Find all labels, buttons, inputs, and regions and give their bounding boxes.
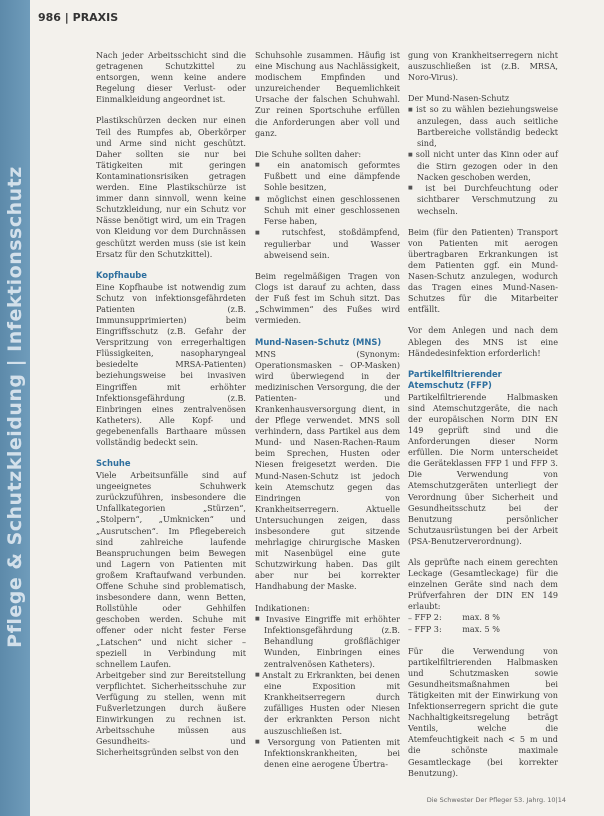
list-item: ■ möglichst einen geschlossenen Schuh mit einer geschlossenen Ferse haben, [255, 194, 400, 228]
list-intro: Die Schuhe sollten daher: [255, 148, 362, 159]
bullet-list [408, 104, 558, 216]
paragraph: Für die Verwendung von partikelfiltrierenden Halbmasken und Schutzmasken sowie Gesundheitsmaßnahmen bei Tätigkeiten mit der Einwirkung von Infektionserregern spricht die gute Nachhaltigkeitsregelung beträgt Ventils, welche die Atemfeuchtigkeit nach < 5 m und die schönste maximale Gesamtleckage (bei korrekter Benutzung). [408, 645, 558, 778]
column-2 [255, 50, 400, 780]
dash-list [408, 612, 558, 635]
paragraph: gung von Krankheitserregern nicht auszuschließen ist (z.B. MRSA, Noro-Virus). [408, 50, 558, 83]
list-item: ■ soll nicht unter das Kinn oder auf die Stirn gezogen oder in den Nacken geschoben werden, [408, 149, 558, 183]
list-item: ■ ist bei Durchfeuchtung oder sichtbarer Verschmutzung zu wechseln. [408, 183, 558, 217]
sidebar-band [0, 0, 30, 816]
paragraph: Viele Arbeitsunfälle sind auf ungeeignetes Schuhwerk zurückzuführen, insbesondere die Unfallkategorien „Stürzen“, „Stolpern“, „Umknicken“ und „Ausrutschen“. Im Pflegebereich sind zahlreiche laufende Beanspruchungen beim Bewegen und Lagern von Patienten mit großem Kraftaufwand verbunden. Offene Schuhe sind problematisch, insbesondere dann, wenn Betten, Rollstühle oder Gehhilfen geschoben werden. Schuhe mit offener oder nicht fester Ferse „Latschen“ und nicht sicher – speziell in Verbindung mit schnellem Laufen. [96, 470, 246, 669]
page-footer: Die Schwester Der Pfleger 53. Jahrg. 10|14 [426, 796, 566, 804]
list-item: ■ rutschfest, stoßdämpfend, regulierbar und Wasser abweisend sein. [255, 227, 400, 261]
paragraph: Als geprüfte nach einem gerechten Leckage (Gesamtleckage) für die einzelnen Geräte sind nach dem Prüfverfahren der DIN EN 149 erlaubt: [408, 557, 558, 612]
column-3 [408, 50, 558, 789]
bullet-list [255, 160, 400, 261]
paragraph: Plastikschürzen decken nur einen Teil des Rumpfes ab, Oberkörper und Arme sind nicht geschützt. Daher sollten sie nur bei Tätigkeiten mit geringen Kontaminationsrisiken getragen werden. Eine Plastikschürze ist immer dann sinnvoll, wenn keine Schutzkleidung, nur ein Schutz vor Nässe benötigt wird, um ein Tragen von Kleidung vor dem Durchnässen geschützt werden muss (sie ist kein Ersatz für den Schutzkittel). [96, 115, 246, 259]
section-heading-schuhe: Schuhe [96, 458, 131, 469]
column-1 [96, 50, 246, 769]
list-intro: Indikationen: [255, 602, 310, 613]
section-heading-kopfhaube: Kopfhaube [96, 269, 147, 280]
list-item: – FFP 3: max. 5 % [408, 624, 558, 636]
list-item: ■ ist so zu wählen beziehungsweise anzulegen, dass auch seitliche Bartbereiche vollständig bedeckt sind, [408, 104, 558, 149]
list-item: ■ ein anatomisch geformtes Fußbett und eine dämpfende Sohle besitzen, [255, 160, 400, 194]
paragraph: Beim (für den Patienten) Transport von Patienten mit aerogen übertragbaren Erkrankungen ist dem Patienten ggf. ein Mund-Nasen-Schutz anzulegen, wodurch das Tragen eines Mund-Nasen-Schutzes für die Mitarbeiter entfällt. [408, 226, 558, 315]
section-heading-ffp: Partikelfiltrierender Atemschutz (FFP) [408, 368, 502, 390]
list-item: ■ Anstalt zu Erkrankten, bei denen eine Exposition mit Krankheitserregern durch zufälliges Husten oder Niesen der erkrankten Person nicht auszuschließen ist. [255, 670, 400, 737]
sidebar-title: Pflege & Schutzkleidung | Infektionsschutz [4, 166, 26, 648]
list-item: ■ Versorgung von Patienten mit Infektionskrankheiten, bei denen eine aerogene Übertra- [255, 737, 400, 771]
list-item: – FFP 2: max. 8 % [408, 612, 558, 624]
paragraph: Beim regelmäßigen Tragen von Clogs ist darauf zu achten, dass der Fuß fest im Schuh sitzt. Das „Schwimmen“ des Fußes wird vermieden. [255, 271, 400, 326]
section-heading-mns: Mund-Nasen-Schutz (MNS) [255, 336, 382, 347]
paragraph: Vor dem Anlegen und nach dem Ablegen des MNS ist eine Händedesinfektion erforderlich! [408, 325, 558, 358]
page-header: 986 | PRAXIS [38, 11, 119, 24]
paragraph: Nach jeder Arbeitsschicht sind die getragenen Schutzkittel zu entsorgen, wenn keine andere Regelung dieser Verlust- oder Einmalkleidung angeordnet ist. [96, 50, 246, 105]
paragraph: Eine Kopfhaube ist notwendig zum Schutz von infektionsgefährdeten Patienten (z.B. Immunsupprimierten) beim Eingriffsschutz (z.B. Gefahr der Verspritzung von erregerhaltigen Flüssigkeiten, nasopharyngeal besiedelte MRSA-Patienten) beziehungsweise bei invasiven Eingriffen mit erhöhter Infektionsgefährdung (z.B. Einbringen eines zentralvenösen Katheters). Alle Kopf- und gegebenenfalls Barthaare müssen vollständig bedeckt sein. [96, 281, 246, 447]
bullet-list [255, 614, 400, 771]
paragraph: Arbeitgeber sind zur Bereitstellung verpflichtet. Sicherheitsschuhe zur Verfügung zu stellen, wenn mit Fußverletzungen durch äußere Einwirkungen zu rechnen ist. Arbeitsschuhe müssen aus Gesundheits- und Sicherheitsgründen selbst von den [96, 669, 246, 758]
paragraph: Partikelfiltrierende Halbmasken sind Atemschutzgeräte, die nach der europäischen Norm DIN EN 149 geprüft sind und die Anforderungen dieser Norm erfüllen. Die Norm unterscheidet die Geräteklassen FFP 1 und FFP 3. Die Verwendung von Atemschutzgeräten unterliegt der Verordnung über Sicherheit und Gesundheitsschutz bei der Benutzung persönlicher Schutzausrüstungen bei der Arbeit (PSA-Benutzerverordnung). [408, 391, 558, 546]
paragraph: Schuhsohle zusammen. Häufig ist eine Mischung aus Nachlässigkeit, modischem Empfinden und unzureichender Bequemlichkeit Ursache der falschen Schuhwahl. Zur reinen Sportschuhe erfüllen die Anforderungen aber voll und ganz. [255, 50, 400, 138]
paragraph: MNS (Synonym: Operationsmasken – OP-Masken) wird überwiegend in der medizinischen Versorgung, die der Patienten- und Krankenhausversorgung dient, in der Pflege verwendet. MNS soll verhindern, dass Partikel aus dem Mund- und Nasen-Rachen-Raum beim Sprechen, Husten oder Niesen freigesetzt werden. Die Mund-Nasen-Schutz ist jedoch kein Atemschutz gegen das Eindringen von Krankheitserregern. Aktuelle Untersuchungen zeigen, dass insbesondere gut sitzende mehrlagige chirurgische Masken mit Nasenbügel eine gute Schutzwirkung haben. Das gilt aber nur bei korrekter Handhabung der Maske. [255, 348, 400, 592]
list-intro: Der Mund-Nasen-Schutz [408, 93, 510, 104]
list-item: ■ Invasive Eingriffe mit erhöhter Infektionsgefährdung (z.B. Behandlung großflächiger Wunden, Einbringen eines zentralvenösen Katheters). [255, 614, 400, 670]
